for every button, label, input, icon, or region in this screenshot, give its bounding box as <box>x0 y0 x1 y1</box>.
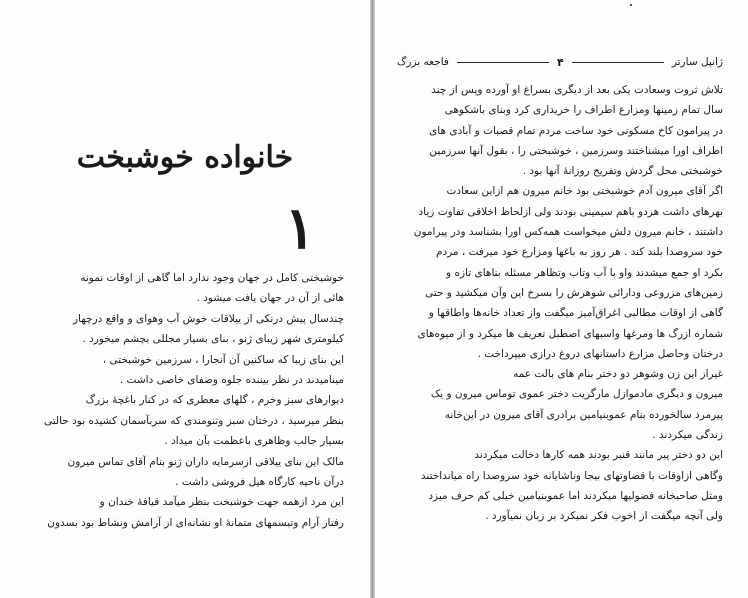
text-line: داشتند ، خانم میرون دلش میخواست همه‌کس اورا بشناسد ودر پیرامون <box>413 226 723 239</box>
page-number: ۴ <box>557 55 564 69</box>
text-line: خوشبختی محل گردش وتفریح روزانهٔ آنها بود . <box>522 165 723 178</box>
running-head-rule <box>457 62 549 63</box>
scan-dot <box>630 4 632 6</box>
text-line: غیراز این زن وشوهر دو دختر بنام های بالت عمه <box>513 368 723 381</box>
text-line: گاهی از اوقات مطالبی اغراق‌آمیز میگفت واز تعداد خانه‌ها واطاقها و <box>428 307 723 320</box>
chapter-title: خانواده خوشبخت <box>76 140 294 175</box>
text-line: بنظر میرسید ، درختان سبز وتنومندی که سربآسمان کشیده بود حالتی <box>43 414 344 427</box>
text-line: رفتار آرام وتبسمهای متمانهٔ او نشانه‌ای از آرامش ونشاط بود بسدون <box>47 516 344 529</box>
running-head-rule <box>572 62 664 63</box>
text-line: این بنای زیبا که ساکنین آن آنجارا ، سرزمین خوشبختی ، <box>102 353 344 366</box>
text-line: وگاهی ازاوقات با قضاوتهای بیجا وناشایانه خود سروصدا راه میانداختند <box>420 469 723 482</box>
right-page <box>375 0 748 598</box>
text-line: مالک این بنای ییلاقی ازسرمایه داران ژنو بنام آقای تماس میرون <box>67 455 344 468</box>
text-line: درآن ناحیه کارگاه هیل فروشی داشت . <box>175 476 344 489</box>
text-line: اطراف اورا میشناختند وسرزمین ، خوشبختی را ، بقول آنها سرزمین <box>429 144 723 157</box>
text-line: بسیار جالب وظاهری باعظمت بآن میداد . <box>164 435 344 448</box>
text-line: ومثل صاحبخانه فضولیها میکردند اما عموبنیامین خیلی کم حرف میزد <box>428 489 723 502</box>
text-line: هائی از آن در جهان یافت میشود . <box>196 292 344 305</box>
text-line: چندسال پیش درنکی از ییلاقات خوش آب وهوای و واقع درچهار <box>72 312 344 325</box>
text-line: کیلومتری شهر زیبای ژنو ، بنای بسیار مجللی بچشم میخورد . <box>82 333 344 346</box>
left-page <box>0 0 370 598</box>
text-line: خوشبختی کامل در جهان وجود ندارد اما گاهی از اوقات نمونه <box>80 272 344 284</box>
text-line: پیرمرد سالخورده بنام عموبنیامین برادری آقای میرون در این‌خانه <box>444 408 723 421</box>
text-line: دیوارهای سبز وخرم ، گلهای معطری که در کنار باغچهٔ بزرگ <box>85 394 344 407</box>
text-line: ولی آنچه میگفت از اخوب فکر نمیکرد بر زبان نمیآورد . <box>485 510 723 523</box>
text-line: میرون و دیگری مادموازل مارگریت دختر عموی توماس میرون و یک <box>430 388 723 401</box>
left-body-text <box>24 268 344 533</box>
text-line: سال تمام زمینها ومزارع اطراف را خریداری کرد وبنای باشکوهی <box>444 104 723 117</box>
running-head-chapter: فاجعه بزرگ <box>397 56 449 68</box>
running-head-book-title: ژانپل سارتر <box>671 56 723 68</box>
text-line: این مرد ازهمه جهت خوشبخت بنظر میآمد قیافهٔ خندان و <box>99 496 344 509</box>
text-line: درختان وحاصل مزارع داستانهای دروغ درازی میپرداخت . <box>477 347 723 360</box>
right-body-text <box>397 80 723 527</box>
text-line: بکرد او جمع میشدند واو با آب وتاب وتظاهر مسئله بناهای تازه و <box>446 266 723 279</box>
text-line: این دو دختر پیر مانند قنبر بودند همه کارها دخالت میکردند <box>474 449 723 462</box>
text-line: اگر آقای میرون آدم خوشبختی بود خانم میرون هم ازاین سعادت <box>446 185 723 198</box>
text-line: تلاش ثروت وسعادت یکی بعد از دیگری بسراغ او آورده وپس از چند <box>431 84 723 96</box>
text-line: زمین‌های مزروعی ودارائی شوهرش را بسرخ این وآن میکشید و حتی <box>425 286 723 299</box>
text-line: خود سروصدا بلند کند . هر روز به باغها ومزارع خود میرفت ، مردم <box>435 246 723 259</box>
text-line: شماره ازرگ ها ومرغها واسبهای اصطبل تعریف ها میکرد و از میوه‌های <box>417 327 723 340</box>
text-line: مینامیدند در نظر بیننده جلوه وصفای خاصی داشت . <box>119 374 344 387</box>
chapter-number: ۱ <box>284 194 316 262</box>
running-head <box>397 52 723 72</box>
text-line: در پیرامون کاخ مسکونی خود ساخت مردم تمام قصبات و آبادی های <box>429 124 723 137</box>
text-line: بهرهای داشت هردو باهم سیمینی بودند ولی ازلحاظ اخلاقی تفاوت زیاد <box>418 205 723 218</box>
text-line: زندگی میکردند . <box>652 429 723 442</box>
